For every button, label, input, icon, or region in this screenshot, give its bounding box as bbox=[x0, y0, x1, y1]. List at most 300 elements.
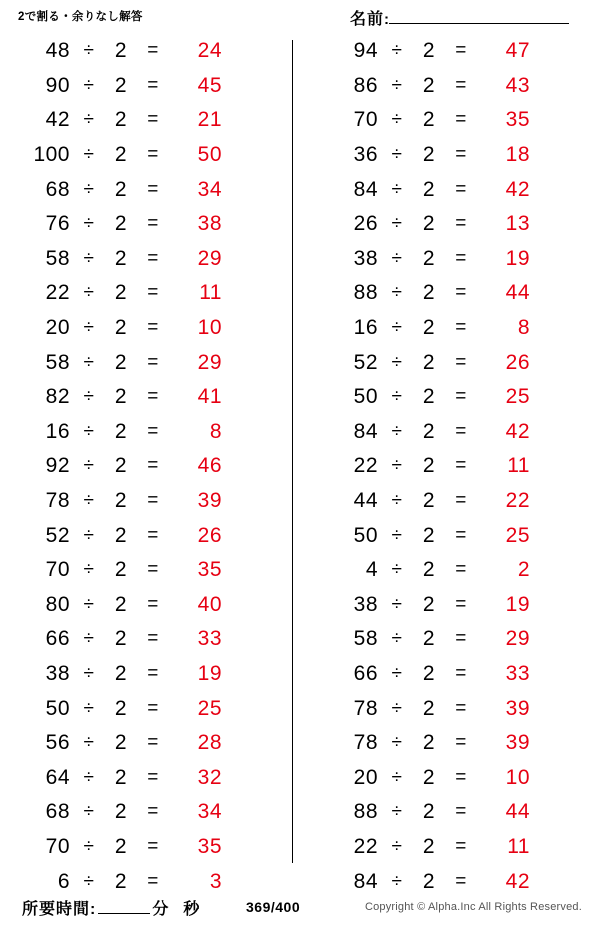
answer-value: 50 bbox=[197, 143, 222, 167]
problem-row bbox=[0, 795, 292, 830]
divide-icon: ÷ bbox=[83, 178, 95, 200]
answer-value: 18 bbox=[505, 143, 530, 167]
divide-icon: ÷ bbox=[83, 662, 95, 684]
equals-icon: = bbox=[147, 420, 159, 442]
equals-icon: = bbox=[147, 697, 159, 719]
problem-row bbox=[0, 553, 292, 588]
answer-value: 29 bbox=[197, 246, 222, 270]
answer-value: 3 bbox=[209, 869, 222, 893]
divisor: 2 bbox=[114, 246, 128, 270]
answer-value: 41 bbox=[197, 385, 222, 409]
minutes-input-line[interactable] bbox=[98, 896, 150, 914]
equals-icon: = bbox=[147, 628, 159, 650]
equals-icon: = bbox=[147, 351, 159, 373]
divide-icon: ÷ bbox=[391, 40, 403, 62]
dividend: 78 bbox=[353, 731, 378, 755]
dividend: 66 bbox=[353, 661, 378, 685]
time-taken-label: 所要時間: bbox=[22, 900, 97, 918]
divide-icon: ÷ bbox=[391, 282, 403, 304]
divide-icon: ÷ bbox=[83, 455, 95, 477]
answer-value: 11 bbox=[199, 281, 222, 305]
dividend: 20 bbox=[353, 765, 378, 789]
dividend: 90 bbox=[45, 73, 70, 97]
problem-row bbox=[0, 518, 292, 553]
divisor: 2 bbox=[114, 39, 128, 63]
problem-row bbox=[0, 622, 292, 657]
dividend: 22 bbox=[45, 281, 70, 305]
answer-value: 26 bbox=[505, 350, 530, 374]
dividend: 66 bbox=[45, 627, 70, 651]
answer-value: 8 bbox=[517, 316, 530, 340]
problem-row bbox=[308, 518, 600, 553]
equals-icon: = bbox=[147, 386, 159, 408]
equals-icon: = bbox=[147, 835, 159, 857]
copyright-text: Copyright © Alpha.Inc All Rights Reserved. bbox=[364, 901, 582, 913]
divisor: 2 bbox=[422, 143, 436, 167]
divide-icon: ÷ bbox=[391, 801, 403, 823]
dividend: 88 bbox=[353, 800, 378, 824]
divide-icon: ÷ bbox=[83, 490, 95, 512]
dividend: 4 bbox=[365, 558, 378, 582]
dividend: 50 bbox=[353, 385, 378, 409]
problem-row bbox=[308, 34, 600, 69]
divide-icon: ÷ bbox=[83, 386, 95, 408]
divide-icon: ÷ bbox=[391, 386, 403, 408]
equals-icon: = bbox=[147, 524, 159, 546]
problem-column-left bbox=[0, 34, 292, 893]
equals-icon: = bbox=[147, 766, 159, 788]
divide-icon: ÷ bbox=[83, 282, 95, 304]
divisor: 2 bbox=[422, 558, 436, 582]
name-colon: : bbox=[384, 11, 390, 28]
page-footer bbox=[0, 890, 600, 924]
problem-row bbox=[308, 311, 600, 346]
answer-value: 33 bbox=[505, 661, 530, 685]
divisor: 2 bbox=[422, 489, 436, 513]
problem-row bbox=[0, 726, 292, 761]
divide-icon: ÷ bbox=[83, 351, 95, 373]
divide-icon: ÷ bbox=[391, 662, 403, 684]
problem-row bbox=[0, 415, 292, 450]
dividend: 26 bbox=[353, 212, 378, 236]
dividend: 22 bbox=[353, 834, 378, 858]
divisor: 2 bbox=[422, 73, 436, 97]
dividend: 6 bbox=[57, 869, 70, 893]
answer-value: 39 bbox=[505, 731, 530, 755]
dividend: 78 bbox=[353, 696, 378, 720]
problem-row bbox=[308, 138, 600, 173]
problem-row bbox=[308, 795, 600, 830]
divide-icon: ÷ bbox=[391, 420, 403, 442]
dividend: 20 bbox=[45, 316, 70, 340]
divisor: 2 bbox=[114, 143, 128, 167]
equals-icon: = bbox=[147, 247, 159, 269]
dividend: 22 bbox=[353, 454, 378, 478]
answer-value: 29 bbox=[505, 627, 530, 651]
problem-row bbox=[0, 760, 292, 795]
answer-value: 43 bbox=[505, 73, 530, 97]
answer-value: 11 bbox=[507, 454, 530, 478]
answer-value: 45 bbox=[197, 73, 222, 97]
problem-row bbox=[0, 345, 292, 380]
dividend: 16 bbox=[353, 316, 378, 340]
score-display: 369/400 bbox=[246, 899, 301, 915]
dividend: 38 bbox=[353, 246, 378, 270]
problem-row bbox=[0, 172, 292, 207]
dividend: 94 bbox=[353, 39, 378, 63]
problem-row bbox=[308, 276, 600, 311]
answer-value: 29 bbox=[197, 350, 222, 374]
divide-icon: ÷ bbox=[391, 732, 403, 754]
answer-value: 19 bbox=[505, 246, 530, 270]
equals-icon: = bbox=[455, 662, 467, 684]
divisor: 2 bbox=[114, 696, 128, 720]
equals-icon: = bbox=[455, 40, 467, 62]
divide-icon: ÷ bbox=[83, 593, 95, 615]
answer-value: 46 bbox=[197, 454, 222, 478]
divide-icon: ÷ bbox=[391, 317, 403, 339]
problem-row bbox=[0, 138, 292, 173]
dividend: 82 bbox=[45, 385, 70, 409]
dividend: 50 bbox=[353, 523, 378, 547]
problem-row bbox=[308, 726, 600, 761]
minutes-unit: 分 bbox=[152, 900, 170, 918]
divisor: 2 bbox=[422, 246, 436, 270]
equals-icon: = bbox=[455, 213, 467, 235]
divisor: 2 bbox=[422, 627, 436, 651]
answer-value: 42 bbox=[505, 177, 530, 201]
answer-value: 25 bbox=[197, 696, 222, 720]
divide-icon: ÷ bbox=[83, 144, 95, 166]
problem-row bbox=[308, 380, 600, 415]
divide-icon: ÷ bbox=[83, 559, 95, 581]
problem-row bbox=[308, 172, 600, 207]
divide-icon: ÷ bbox=[83, 801, 95, 823]
divisor: 2 bbox=[422, 454, 436, 478]
answer-value: 11 bbox=[507, 834, 530, 858]
equals-icon: = bbox=[455, 697, 467, 719]
problem-row bbox=[308, 69, 600, 104]
divide-icon: ÷ bbox=[83, 628, 95, 650]
time-taken-field bbox=[22, 896, 200, 919]
divisor: 2 bbox=[114, 212, 128, 236]
divisor: 2 bbox=[422, 765, 436, 789]
divide-icon: ÷ bbox=[83, 420, 95, 442]
divide-icon: ÷ bbox=[83, 74, 95, 96]
dividend: 42 bbox=[45, 108, 70, 132]
divisor: 2 bbox=[422, 869, 436, 893]
answer-value: 39 bbox=[197, 489, 222, 513]
dividend: 92 bbox=[45, 454, 70, 478]
equals-icon: = bbox=[455, 870, 467, 892]
answer-value: 34 bbox=[197, 800, 222, 824]
problem-row bbox=[308, 449, 600, 484]
problem-row bbox=[308, 103, 600, 138]
equals-icon: = bbox=[455, 247, 467, 269]
divide-icon: ÷ bbox=[391, 144, 403, 166]
problem-row bbox=[0, 103, 292, 138]
divide-icon: ÷ bbox=[83, 870, 95, 892]
problem-row bbox=[0, 484, 292, 519]
divisor: 2 bbox=[114, 627, 128, 651]
divisor: 2 bbox=[422, 316, 436, 340]
dividend: 16 bbox=[45, 419, 70, 443]
answer-value: 25 bbox=[505, 385, 530, 409]
answer-value: 28 bbox=[197, 731, 222, 755]
dividend: 68 bbox=[45, 177, 70, 201]
dividend: 58 bbox=[353, 627, 378, 651]
equals-icon: = bbox=[455, 801, 467, 823]
dividend: 48 bbox=[45, 39, 70, 63]
divisor: 2 bbox=[114, 661, 128, 685]
seconds-unit: 秒 bbox=[183, 900, 201, 918]
divide-icon: ÷ bbox=[83, 109, 95, 131]
dividend: 58 bbox=[45, 246, 70, 270]
problem-row bbox=[0, 242, 292, 277]
divide-icon: ÷ bbox=[391, 766, 403, 788]
equals-icon: = bbox=[455, 317, 467, 339]
divide-icon: ÷ bbox=[391, 593, 403, 615]
divisor: 2 bbox=[114, 834, 128, 858]
answer-value: 35 bbox=[505, 108, 530, 132]
equals-icon: = bbox=[147, 40, 159, 62]
problem-row bbox=[0, 380, 292, 415]
problem-row bbox=[308, 830, 600, 865]
equals-icon: = bbox=[147, 144, 159, 166]
equals-icon: = bbox=[147, 593, 159, 615]
divide-icon: ÷ bbox=[83, 524, 95, 546]
divisor: 2 bbox=[114, 419, 128, 443]
divide-icon: ÷ bbox=[391, 490, 403, 512]
problem-row bbox=[308, 242, 600, 277]
equals-icon: = bbox=[455, 766, 467, 788]
divisor: 2 bbox=[114, 869, 128, 893]
equals-icon: = bbox=[147, 732, 159, 754]
problem-row bbox=[308, 345, 600, 380]
equals-icon: = bbox=[147, 455, 159, 477]
divide-icon: ÷ bbox=[391, 455, 403, 477]
divisor: 2 bbox=[114, 523, 128, 547]
answer-value: 47 bbox=[505, 39, 530, 63]
divisor: 2 bbox=[114, 800, 128, 824]
divide-icon: ÷ bbox=[391, 178, 403, 200]
name-label: 名前 bbox=[350, 11, 385, 28]
dividend: 80 bbox=[45, 592, 70, 616]
answer-value: 8 bbox=[209, 419, 222, 443]
problem-row bbox=[0, 830, 292, 865]
divisor: 2 bbox=[114, 454, 128, 478]
divisor: 2 bbox=[422, 281, 436, 305]
answer-value: 42 bbox=[505, 419, 530, 443]
divisor: 2 bbox=[422, 592, 436, 616]
equals-icon: = bbox=[147, 282, 159, 304]
answer-value: 38 bbox=[197, 212, 222, 236]
dividend: 78 bbox=[45, 489, 70, 513]
divide-icon: ÷ bbox=[391, 213, 403, 235]
divisor: 2 bbox=[114, 281, 128, 305]
divide-icon: ÷ bbox=[391, 559, 403, 581]
equals-icon: = bbox=[455, 74, 467, 96]
dividend: 52 bbox=[45, 523, 70, 547]
divide-icon: ÷ bbox=[83, 835, 95, 857]
divisor: 2 bbox=[114, 765, 128, 789]
equals-icon: = bbox=[455, 524, 467, 546]
dividend: 88 bbox=[353, 281, 378, 305]
equals-icon: = bbox=[147, 870, 159, 892]
answer-value: 22 bbox=[505, 489, 530, 513]
divisor: 2 bbox=[114, 731, 128, 755]
equals-icon: = bbox=[455, 386, 467, 408]
divisor: 2 bbox=[114, 73, 128, 97]
divide-icon: ÷ bbox=[391, 109, 403, 131]
dividend: 100 bbox=[33, 143, 70, 167]
divisor: 2 bbox=[422, 834, 436, 858]
equals-icon: = bbox=[455, 455, 467, 477]
equals-icon: = bbox=[455, 420, 467, 442]
divisor: 2 bbox=[114, 316, 128, 340]
page-title: 2で割る・余りなし解答 bbox=[18, 11, 143, 23]
dividend: 70 bbox=[353, 108, 378, 132]
problem-row bbox=[308, 657, 600, 692]
divisor: 2 bbox=[422, 212, 436, 236]
divide-icon: ÷ bbox=[391, 697, 403, 719]
dividend: 70 bbox=[45, 558, 70, 582]
divide-icon: ÷ bbox=[83, 732, 95, 754]
problem-row bbox=[308, 622, 600, 657]
divisor: 2 bbox=[422, 731, 436, 755]
problem-row bbox=[0, 588, 292, 623]
equals-icon: = bbox=[455, 593, 467, 615]
dividend: 64 bbox=[45, 765, 70, 789]
equals-icon: = bbox=[147, 74, 159, 96]
equals-icon: = bbox=[147, 178, 159, 200]
answer-value: 19 bbox=[197, 661, 222, 685]
answer-value: 2 bbox=[517, 558, 530, 582]
divisor: 2 bbox=[114, 177, 128, 201]
page-header bbox=[0, 0, 600, 34]
answer-value: 32 bbox=[197, 765, 222, 789]
dividend: 50 bbox=[45, 696, 70, 720]
equals-icon: = bbox=[455, 628, 467, 650]
dividend: 56 bbox=[45, 731, 70, 755]
dividend: 38 bbox=[353, 592, 378, 616]
divisor: 2 bbox=[114, 489, 128, 513]
divisor: 2 bbox=[422, 696, 436, 720]
dividend: 84 bbox=[353, 419, 378, 443]
dividend: 84 bbox=[353, 177, 378, 201]
divide-icon: ÷ bbox=[83, 317, 95, 339]
answer-value: 10 bbox=[505, 765, 530, 789]
dividend: 76 bbox=[45, 212, 70, 236]
divide-icon: ÷ bbox=[391, 870, 403, 892]
divide-icon: ÷ bbox=[83, 247, 95, 269]
name-field-area bbox=[350, 6, 569, 29]
dividend: 86 bbox=[353, 73, 378, 97]
divisor: 2 bbox=[422, 350, 436, 374]
divide-icon: ÷ bbox=[391, 628, 403, 650]
dividend: 68 bbox=[45, 800, 70, 824]
equals-icon: = bbox=[147, 109, 159, 131]
column-divider bbox=[292, 40, 293, 863]
divide-icon: ÷ bbox=[391, 74, 403, 96]
divisor: 2 bbox=[422, 523, 436, 547]
dividend: 44 bbox=[353, 489, 378, 513]
equals-icon: = bbox=[455, 109, 467, 131]
equals-icon: = bbox=[455, 835, 467, 857]
equals-icon: = bbox=[455, 144, 467, 166]
equals-icon: = bbox=[147, 213, 159, 235]
equals-icon: = bbox=[147, 490, 159, 512]
problem-row bbox=[308, 484, 600, 519]
problem-row bbox=[0, 449, 292, 484]
divide-icon: ÷ bbox=[83, 40, 95, 62]
divisor: 2 bbox=[114, 108, 128, 132]
divisor: 2 bbox=[114, 385, 128, 409]
divisor: 2 bbox=[422, 177, 436, 201]
divide-icon: ÷ bbox=[391, 351, 403, 373]
problem-column-right bbox=[292, 34, 600, 893]
divisor: 2 bbox=[422, 661, 436, 685]
divisor: 2 bbox=[114, 350, 128, 374]
problem-row bbox=[0, 34, 292, 69]
answer-value: 35 bbox=[197, 558, 222, 582]
problem-row bbox=[308, 207, 600, 242]
equals-icon: = bbox=[455, 732, 467, 754]
answer-value: 26 bbox=[197, 523, 222, 547]
problem-columns bbox=[0, 34, 600, 893]
problem-row bbox=[308, 553, 600, 588]
answer-value: 35 bbox=[197, 834, 222, 858]
answer-value: 44 bbox=[505, 800, 530, 824]
dividend: 36 bbox=[353, 143, 378, 167]
divisor: 2 bbox=[114, 592, 128, 616]
dividend: 58 bbox=[45, 350, 70, 374]
dividend: 84 bbox=[353, 869, 378, 893]
answer-value: 10 bbox=[197, 316, 222, 340]
answer-value: 34 bbox=[197, 177, 222, 201]
problem-row bbox=[308, 415, 600, 450]
divisor: 2 bbox=[422, 385, 436, 409]
equals-icon: = bbox=[455, 490, 467, 512]
answer-value: 39 bbox=[505, 696, 530, 720]
divisor: 2 bbox=[422, 419, 436, 443]
divide-icon: ÷ bbox=[83, 766, 95, 788]
problem-row bbox=[0, 691, 292, 726]
equals-icon: = bbox=[147, 317, 159, 339]
problem-row bbox=[0, 657, 292, 692]
problem-row bbox=[0, 69, 292, 104]
equals-icon: = bbox=[455, 351, 467, 373]
problem-row bbox=[308, 588, 600, 623]
divide-icon: ÷ bbox=[391, 247, 403, 269]
equals-icon: = bbox=[455, 282, 467, 304]
divisor: 2 bbox=[422, 39, 436, 63]
equals-icon: = bbox=[147, 559, 159, 581]
divide-icon: ÷ bbox=[83, 213, 95, 235]
answer-value: 25 bbox=[505, 523, 530, 547]
answer-value: 33 bbox=[197, 627, 222, 651]
answer-value: 19 bbox=[505, 592, 530, 616]
answer-value: 40 bbox=[197, 592, 222, 616]
name-input-line[interactable] bbox=[389, 7, 569, 24]
equals-icon: = bbox=[147, 801, 159, 823]
equals-icon: = bbox=[147, 662, 159, 684]
dividend: 52 bbox=[353, 350, 378, 374]
equals-icon: = bbox=[455, 178, 467, 200]
problem-row bbox=[308, 760, 600, 795]
dividend: 70 bbox=[45, 834, 70, 858]
equals-icon: = bbox=[455, 559, 467, 581]
